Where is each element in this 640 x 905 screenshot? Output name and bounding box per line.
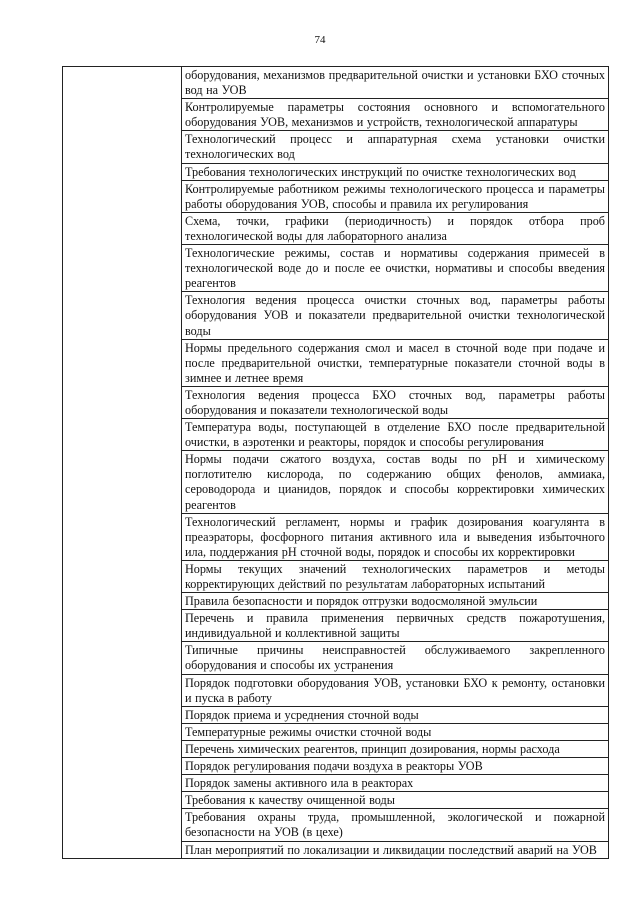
table-left-column: [63, 67, 182, 858]
table-row: Нормы подачи сжатого воздуха, состав воды по pH и химическому поглотителю кислорода, по содержанию общих фенолов, аммиака, сероводорода и цианидов, порядок и способы корректировки химических реагентов: [182, 451, 608, 513]
table-row: Порядок регулирования подачи воздуха в реакторы УОВ: [182, 758, 608, 775]
table-row: План мероприятий по локализации и ликвидации последствий аварий на УОВ: [185, 842, 597, 857]
table-row: Температурные режимы очистки сточной воды: [182, 724, 608, 741]
page-number: 74: [314, 34, 326, 46]
knowledge-table: [62, 66, 609, 859]
table-row: Порядок подготовки оборудования УОВ, установки БХО к ремонту, остановки и пуска в работу: [182, 675, 608, 707]
table-row: Перечень и правила применения первичных средств пожаротушения, индивидуальной и коллективной защиты: [182, 610, 608, 642]
table-row: Правила безопасности и порядок отгрузки водосмоляной эмульсии: [182, 593, 608, 610]
table-row: Нормы текущих значений технологических параметров и методы корректирующих действий по результатам лабораторных испытаний: [182, 561, 608, 593]
table-row: Нормы предельного содержания смол и масел в сточной воде при подаче и после предварительной очистки, температурные показатели сточной воды в зимнее и летнее время: [182, 340, 608, 387]
table-row: Технология ведения процесса БХО сточных вод, параметры работы оборудования и показатели технологической воды: [182, 387, 608, 419]
table-row: Технологический регламент, нормы и график дозирования коагулянта в преаэраторы, фосфорного питания активного ила и выведения избыточного ила, поддержания pH сточной воды, порядок и способы их корректировки: [182, 514, 608, 561]
table-row: Требования охраны труда, промышленной, экологической и пожарной безопасности на УОВ (в цехе): [182, 809, 608, 841]
table-row: Технология ведения процесса очистки сточных вод, параметры работы оборудования УОВ и показатели предварительной очистки технологической воды: [182, 292, 608, 339]
table-row: Типичные причины неисправностей обслуживаемого закрепленного оборудования и способы их устранения: [182, 642, 608, 674]
table-row: Контролируемые работником режимы технологического процесса и параметры работы оборудования УОВ, способы и правила их регулирования: [182, 181, 608, 213]
table-row: Температура воды, поступающей в отделение БХО после предварительной очистки, в аэротенки и реакторы, порядок и способы регулирования: [182, 419, 608, 451]
table-rows: [182, 67, 608, 858]
table-row: оборудования, механизмов предварительной очистки и установки БХО сточных вод на УОВ: [182, 67, 608, 99]
table-row: Технологические режимы, состав и нормативы содержания примесей в технологической воде до и после ее очистки, нормативы и способы введения реагентов: [182, 245, 608, 292]
table-row: Технологический процесс и аппаратурная схема установки очистки технологических вод: [182, 131, 608, 163]
table-row: Порядок приема и усреднения сточной воды: [182, 707, 608, 724]
table-row: Порядок замены активного ила в реакторах: [182, 775, 608, 792]
table-row: Требования технологических инструкций по очистке технологических вод: [182, 164, 608, 181]
table-row: Перечень химических реагентов, принцип дозирования, нормы расхода: [182, 741, 608, 758]
table-row: Требования к качеству очищенной воды: [182, 792, 608, 809]
table-row: Контролируемые параметры состояния основного и вспомогательного оборудования УОВ, механизмов и устройств, технологической аппаратуры: [182, 99, 608, 131]
table-row: Схема, точки, графики (периодичность) и порядок отбора проб технологической воды для лабораторного анализа: [182, 213, 608, 245]
